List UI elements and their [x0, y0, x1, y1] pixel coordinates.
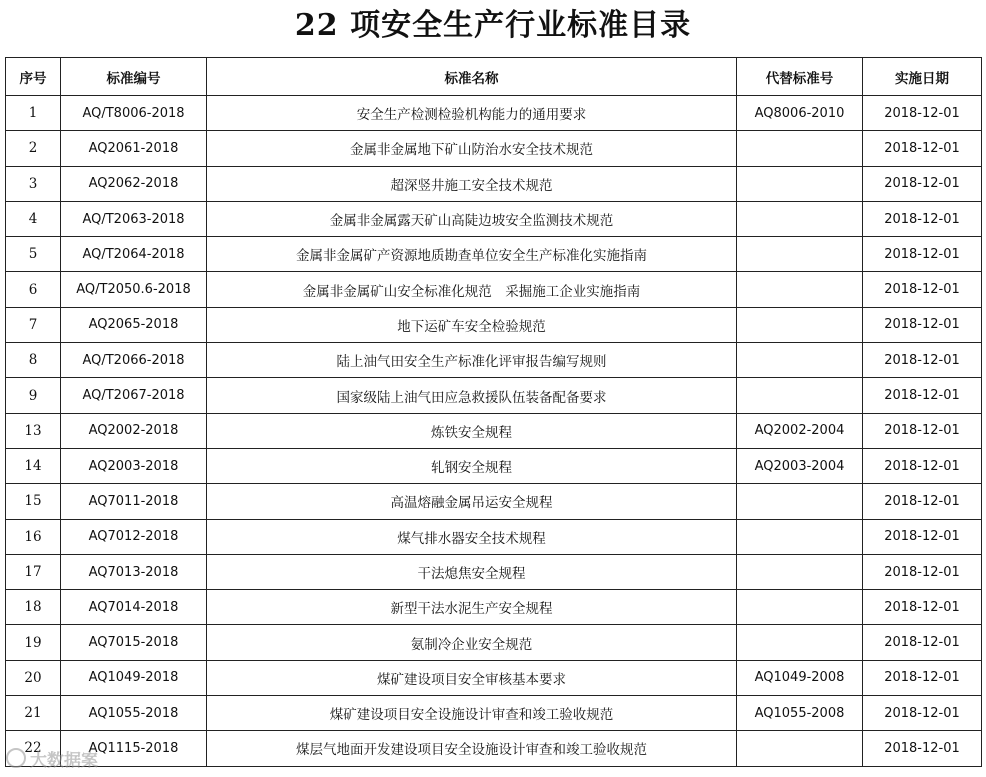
standards-table: [5, 57, 982, 767]
cell-standard-name: 金属非金属矿山安全标准化规范 采掘施工企业实施指南: [207, 272, 737, 307]
cell-standard-code: AQ2065-2018: [61, 307, 207, 342]
cell-replaced-code: [737, 307, 863, 342]
cell-replaced-code: [737, 590, 863, 625]
cell-index: 21: [6, 696, 61, 731]
table-row: [6, 625, 982, 660]
cell-standard-code: AQ/T8006-2018: [61, 96, 207, 131]
table-row: [6, 660, 982, 695]
cell-standard-name: 新型干法水泥生产安全规程: [207, 590, 737, 625]
cell-standard-code: AQ7013-2018: [61, 554, 207, 589]
cell-standard-code: AQ1115-2018: [61, 731, 207, 766]
cell-replaced-code: AQ1049-2008: [737, 660, 863, 695]
cell-standard-name: 煤矿建设项目安全审核基本要求: [207, 660, 737, 695]
cell-effective-date: 2018-12-01: [863, 625, 982, 660]
cell-effective-date: 2018-12-01: [863, 166, 982, 201]
table-row: [6, 590, 982, 625]
cell-standard-code: AQ2062-2018: [61, 166, 207, 201]
cell-effective-date: 2018-12-01: [863, 554, 982, 589]
cell-standard-code: AQ1055-2018: [61, 696, 207, 731]
table-row: [6, 131, 982, 166]
cell-replaced-code: [737, 166, 863, 201]
cell-standard-code: AQ2002-2018: [61, 413, 207, 448]
cell-standard-code: AQ7015-2018: [61, 625, 207, 660]
table-row: [6, 484, 982, 519]
cell-replaced-code: [737, 131, 863, 166]
table-row: [6, 237, 982, 272]
cell-index: 4: [6, 201, 61, 236]
header-effective-date: 实施日期: [863, 58, 982, 96]
cell-standard-name: 安全生产检测检验机构能力的通用要求: [207, 96, 737, 131]
cell-standard-code: AQ7011-2018: [61, 484, 207, 519]
cell-standard-code: AQ/T2064-2018: [61, 237, 207, 272]
cell-standard-name: 煤矿建设项目安全设施设计审查和竣工验收规范: [207, 696, 737, 731]
table-row: [6, 554, 982, 589]
cell-replaced-code: [737, 378, 863, 413]
cell-effective-date: 2018-12-01: [863, 201, 982, 236]
cell-index: 8: [6, 343, 61, 378]
cell-standard-name: 干法熄焦安全规程: [207, 554, 737, 589]
table-row: [6, 413, 982, 448]
cell-index: 22: [6, 731, 61, 766]
table-row: [6, 731, 982, 766]
cell-replaced-code: AQ2003-2004: [737, 448, 863, 483]
cell-replaced-code: [737, 625, 863, 660]
cell-effective-date: 2018-12-01: [863, 378, 982, 413]
table-row: [6, 307, 982, 342]
table-row: [6, 696, 982, 731]
cell-replaced-code: [737, 272, 863, 307]
watermark-text: 大数据案: [30, 750, 98, 771]
cell-standard-name: 金属非金属地下矿山防治水安全技术规范: [207, 131, 737, 166]
cell-effective-date: 2018-12-01: [863, 413, 982, 448]
cell-effective-date: 2018-12-01: [863, 272, 982, 307]
cell-index: 16: [6, 519, 61, 554]
cell-effective-date: 2018-12-01: [863, 131, 982, 166]
cell-index: 13: [6, 413, 61, 448]
table-row: [6, 519, 982, 554]
cell-standard-code: AQ/T2050.6-2018: [61, 272, 207, 307]
cell-index: 6: [6, 272, 61, 307]
cell-effective-date: 2018-12-01: [863, 448, 982, 483]
cell-standard-code: AQ2003-2018: [61, 448, 207, 483]
cell-effective-date: 2018-12-01: [863, 96, 982, 131]
cell-standard-code: AQ/T2063-2018: [61, 201, 207, 236]
cell-replaced-code: [737, 237, 863, 272]
cell-index: 7: [6, 307, 61, 342]
table-row: [6, 378, 982, 413]
cell-index: 18: [6, 590, 61, 625]
cell-effective-date: 2018-12-01: [863, 590, 982, 625]
cell-index: 1: [6, 96, 61, 131]
cell-index: 9: [6, 378, 61, 413]
cell-replaced-code: [737, 343, 863, 378]
cell-index: 20: [6, 660, 61, 695]
header-index: 序号: [6, 58, 61, 96]
table-row: [6, 201, 982, 236]
table-row: [6, 343, 982, 378]
cell-effective-date: 2018-12-01: [863, 343, 982, 378]
cell-effective-date: 2018-12-01: [863, 307, 982, 342]
cell-standard-name: 轧钢安全规程: [207, 448, 737, 483]
cell-standard-name: 金属非金属矿产资源地质勘查单位安全生产标准化实施指南: [207, 237, 737, 272]
header-standard-code: 标准编号: [61, 58, 207, 96]
cell-standard-code: AQ/T2067-2018: [61, 378, 207, 413]
cell-effective-date: 2018-12-01: [863, 731, 982, 766]
header-standard-name: 标准名称: [207, 58, 737, 96]
cell-index: 2: [6, 131, 61, 166]
header-replaced-code: 代替标准号: [737, 58, 863, 96]
cell-effective-date: 2018-12-01: [863, 519, 982, 554]
cell-index: 17: [6, 554, 61, 589]
cell-standard-code: AQ7012-2018: [61, 519, 207, 554]
cell-replaced-code: AQ8006-2010: [737, 96, 863, 131]
cell-standard-name: 国家级陆上油气田应急救援队伍装备配备要求: [207, 378, 737, 413]
cell-replaced-code: AQ1055-2008: [737, 696, 863, 731]
cell-replaced-code: AQ2002-2004: [737, 413, 863, 448]
cell-standard-code: AQ1049-2018: [61, 660, 207, 695]
table-row: [6, 166, 982, 201]
cell-index: 3: [6, 166, 61, 201]
page-title: 22 项安全生产行业标准目录: [294, 8, 692, 43]
table-row: [6, 272, 982, 307]
table-header-row: [6, 58, 982, 96]
cell-standard-name: 陆上油气田安全生产标准化评审报告编写规则: [207, 343, 737, 378]
cell-replaced-code: [737, 201, 863, 236]
cell-standard-name: 氨制冷企业安全规范: [207, 625, 737, 660]
cell-effective-date: 2018-12-01: [863, 696, 982, 731]
cell-replaced-code: [737, 519, 863, 554]
cell-index: 15: [6, 484, 61, 519]
cell-index: 5: [6, 237, 61, 272]
cell-standard-code: AQ/T2066-2018: [61, 343, 207, 378]
cell-replaced-code: [737, 484, 863, 519]
cell-standard-name: 炼铁安全规程: [207, 413, 737, 448]
cell-standard-name: 地下运矿车安全检验规范: [207, 307, 737, 342]
cell-index: 14: [6, 448, 61, 483]
cell-standard-code: AQ7014-2018: [61, 590, 207, 625]
table-row: [6, 448, 982, 483]
cell-effective-date: 2018-12-01: [863, 237, 982, 272]
cell-index: 19: [6, 625, 61, 660]
cell-standard-name: 煤层气地面开发建设项目安全设施设计审查和竣工验收规范: [207, 731, 737, 766]
cell-replaced-code: [737, 554, 863, 589]
cell-effective-date: 2018-12-01: [863, 660, 982, 695]
cell-standard-name: 金属非金属露天矿山高陡边坡安全监测技术规范: [207, 201, 737, 236]
cell-standard-code: AQ2061-2018: [61, 131, 207, 166]
cell-replaced-code: [737, 731, 863, 766]
cell-standard-name: 高温熔融金属吊运安全规程: [207, 484, 737, 519]
cell-standard-name: 超深竖井施工安全技术规范: [207, 166, 737, 201]
cell-standard-name: 煤气排水器安全技术规程: [207, 519, 737, 554]
cell-effective-date: 2018-12-01: [863, 484, 982, 519]
table-row: [6, 96, 982, 131]
